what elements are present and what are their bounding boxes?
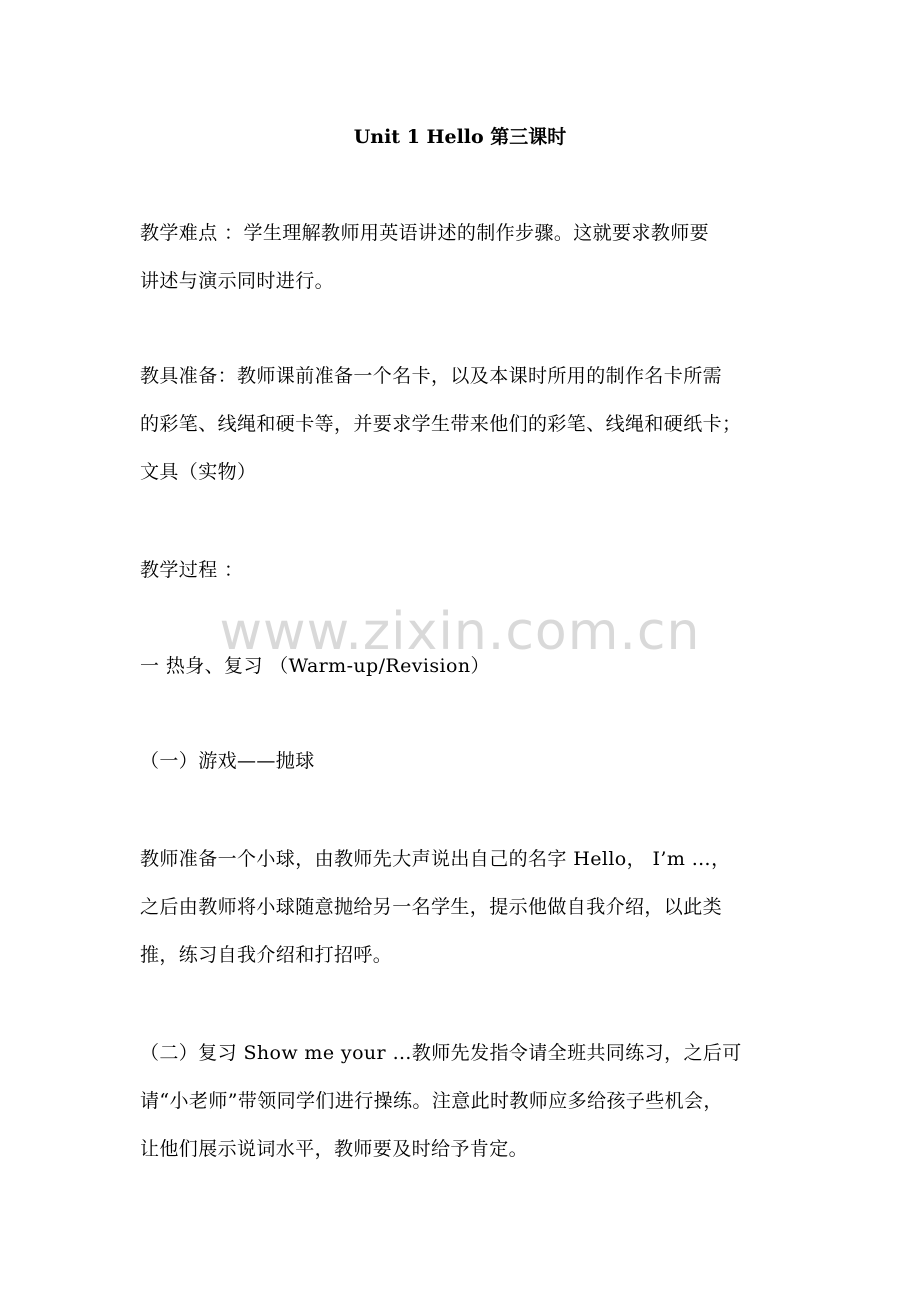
heading-text: 教学过程 ：	[140, 559, 244, 581]
paragraph-line: 教师准备一个小球，由教师先大声说出自己的名字 Hello， I’m …，	[140, 848, 731, 870]
watermark: www.zixin.com.cn	[219, 602, 701, 662]
paragraph-line: 教具准备：教师课前准备一个名卡，以及本课时所用的制作名卡所需	[140, 365, 723, 387]
teaching-difficulty-paragraph	[140, 209, 790, 305]
review-paragraph	[140, 1029, 790, 1173]
paragraph-line: 推，练习自我介绍和打招呼。	[140, 944, 393, 966]
paragraph-line: 请“小老师”带领同学们进行操练。注意此时教师应多给孩子些机会，	[140, 1090, 723, 1112]
paragraph-line: （二）复习 Show me your …教师先发指令请全班共同练习，之后可	[140, 1042, 742, 1064]
paragraph-line: 的彩笔、线绳和硬卡等，并要求学生带来他们的彩笔、线绳和硬纸卡；	[140, 413, 742, 435]
teaching-process-heading	[140, 546, 790, 594]
paragraph-line: 之后由教师将小球随意抛给另一名学生，提示他做自我介绍，以此类	[140, 896, 723, 918]
document-title: Unit 1 Hello 第三课时	[353, 126, 567, 148]
paragraph-line: 教学难点 ：学生理解教师用英语讲述的制作步骤。这就要求教师要	[140, 222, 710, 244]
heading-text: （一）游戏——抛球	[140, 750, 315, 772]
teaching-materials-paragraph	[140, 352, 790, 496]
game-description-paragraph	[140, 835, 790, 979]
paragraph-line: 让他们展示说词水平，教师要及时给予肯定。	[140, 1138, 529, 1160]
heading-text: 一 热身、复习 （Warm-up/Revision）	[140, 655, 490, 677]
paragraph-line: 文具（实物）	[140, 461, 257, 483]
game-subheading	[140, 737, 790, 785]
paragraph-line: 讲述与演示同时进行。	[140, 270, 335, 292]
